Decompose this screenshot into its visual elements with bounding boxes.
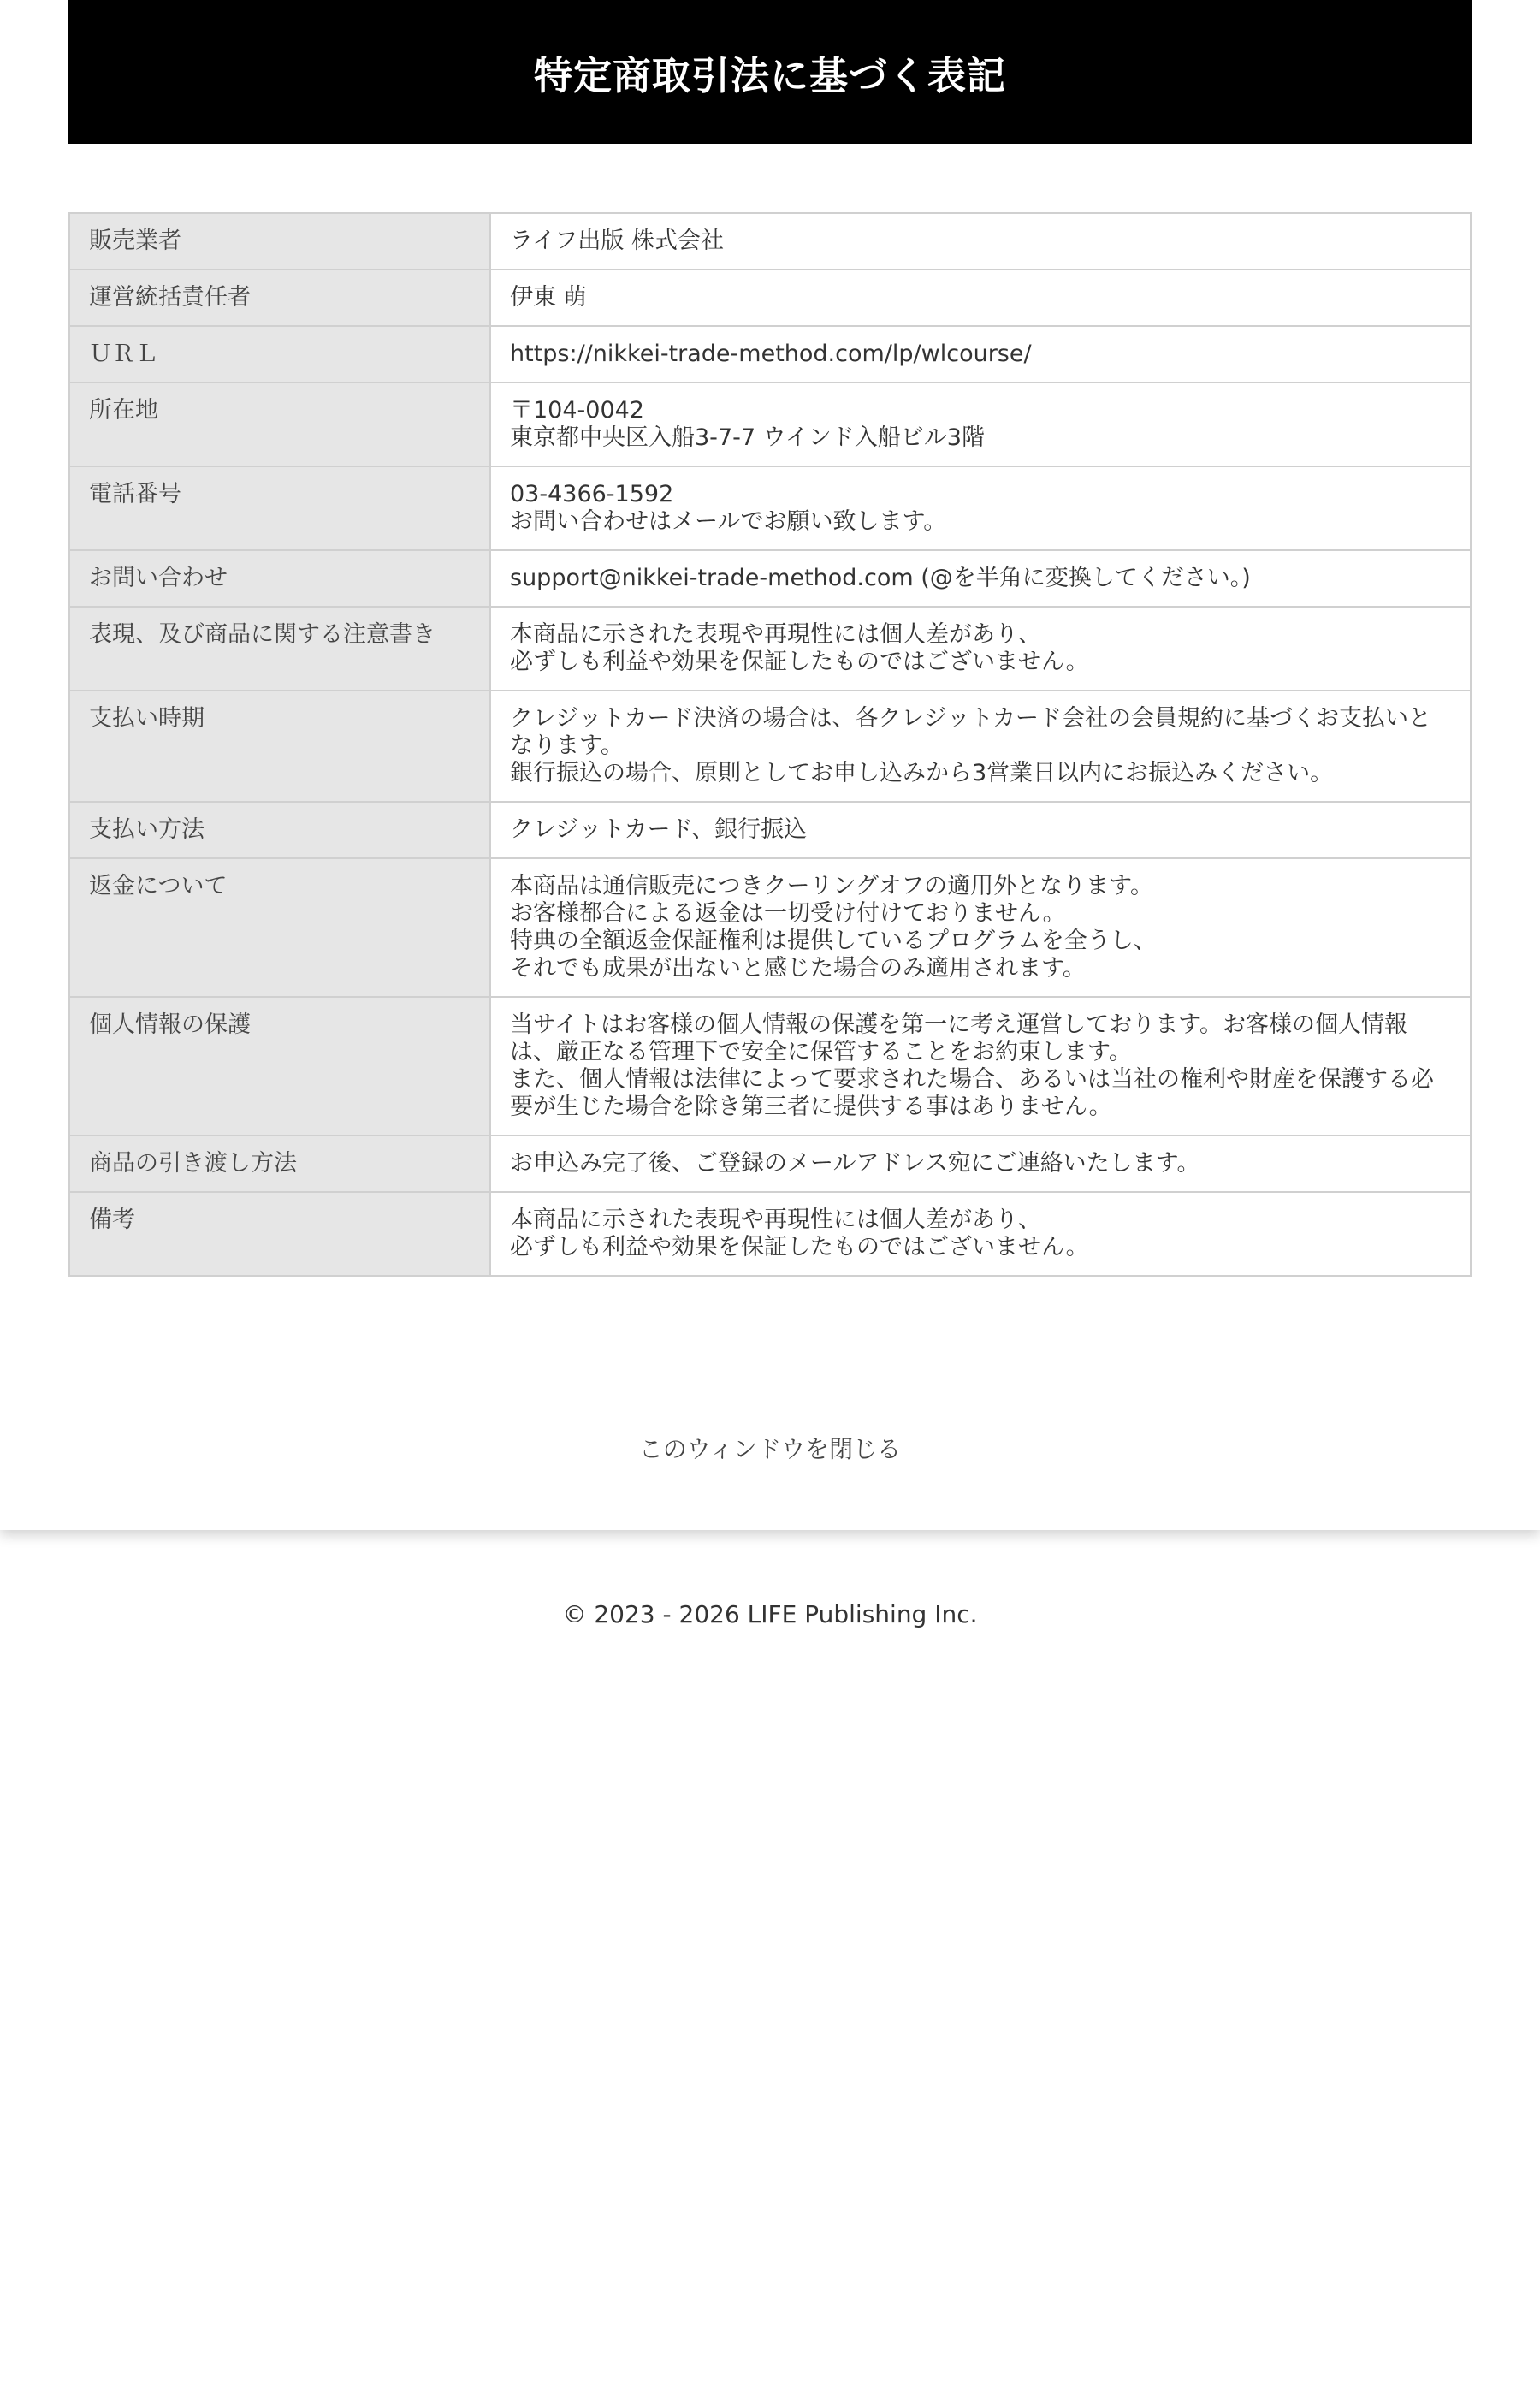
page-title: 特定商取引法に基づく表記 (533, 52, 1006, 98)
row-value-address: 〒104-0042 東京都中央区入船3-7-7 ウインド入船ビル3階 (490, 383, 1471, 466)
row-label-address: 所在地 (69, 383, 490, 466)
table-row (69, 466, 1471, 550)
table-row (69, 607, 1471, 691)
table-row (69, 550, 1471, 607)
table-row (69, 270, 1471, 326)
row-value-seller: ライフ出版 株式会社 (490, 213, 1471, 270)
row-value-notes: 本商品に示された表現や再現性には個人差があり、 必ずしも利益や効果を保証したものではございません。 (490, 1192, 1471, 1276)
row-label-phone: 電話番号 (69, 466, 490, 550)
row-value-contact: support@nikkei-trade-method.com (@を半角に変換してください。) (490, 550, 1471, 607)
row-label-privacy: 個人情報の保護 (69, 997, 490, 1136)
row-label-url: ＵＲＬ (69, 326, 490, 383)
row-value-payment-method: クレジットカード、銀行振込 (490, 802, 1471, 858)
row-label-payment-timing: 支払い時期 (69, 691, 490, 802)
row-label-notes: 備考 (69, 1192, 490, 1276)
row-label-delivery: 商品の引き渡し方法 (69, 1136, 490, 1192)
table-row (69, 802, 1471, 858)
row-value-delivery: お申込み完了後、ご登録のメールアドレス宛にご連絡いたします。 (490, 1136, 1471, 1192)
row-label-contact: お問い合わせ (69, 550, 490, 607)
table-row (69, 997, 1471, 1136)
row-value-refund: 本商品は通信販売につきクーリングオフの適用外となります。 お客様都合による返金は一切受け付けておりません。 特典の全額返金保証権利は提供しているプログラムを全うし、 それでも成果が出ないと感じた場合のみ適用されます。 (490, 858, 1471, 997)
table-row (69, 326, 1471, 383)
table-row (69, 213, 1471, 270)
table-row (69, 383, 1471, 466)
row-label-seller: 販売業者 (69, 213, 490, 270)
row-label-payment-method: 支払い方法 (69, 802, 490, 858)
close-window-link[interactable]: このウィンドウを閉じる (638, 1435, 902, 1463)
header-bar (68, 0, 1472, 144)
table-row (69, 858, 1471, 997)
legal-info-table-body (69, 213, 1471, 1276)
row-value-phone: 03-4366-1592 お問い合わせはメールでお願い致します。 (490, 466, 1471, 550)
legal-info-table (68, 212, 1472, 1277)
row-value-privacy: 当サイトはお客様の個人情報の保護を第一に考え運営しております。お客様の個人情報は、厳正なる管理下で安全に保管することをお約束します。 また、個人情報は法律によって要求された場合、あるいは当社の権利や財産を保護する必要が生じた場合を除き第三者に提供する事はありません。 (490, 997, 1471, 1136)
row-label-disclaimer: 表現、及び商品に関する注意書き (69, 607, 490, 691)
row-value-disclaimer: 本商品に示された表現や再現性には個人差があり、 必ずしも利益や効果を保証したものではございません。 (490, 607, 1471, 691)
row-value-payment-timing: クレジットカード決済の場合は、各クレジットカード会社の会員規約に基づくお支払いとなります。 銀行振込の場合、原則としてお申し込みから3営業日以内にお振込みください。 (490, 691, 1471, 802)
row-value-manager: 伊東 萌 (490, 270, 1471, 326)
footer-copyright: © 2023 - 2026 LIFE Publishing Inc. (562, 1600, 978, 1628)
table-row (69, 1192, 1471, 1276)
table-row (69, 1136, 1471, 1192)
row-label-manager: 運営統括責任者 (69, 270, 490, 326)
row-label-refund: 返金について (69, 858, 490, 997)
row-value-url[interactable]: https://nikkei-trade-method.com/lp/wlcourse/ (490, 326, 1471, 383)
table-row (69, 691, 1471, 802)
